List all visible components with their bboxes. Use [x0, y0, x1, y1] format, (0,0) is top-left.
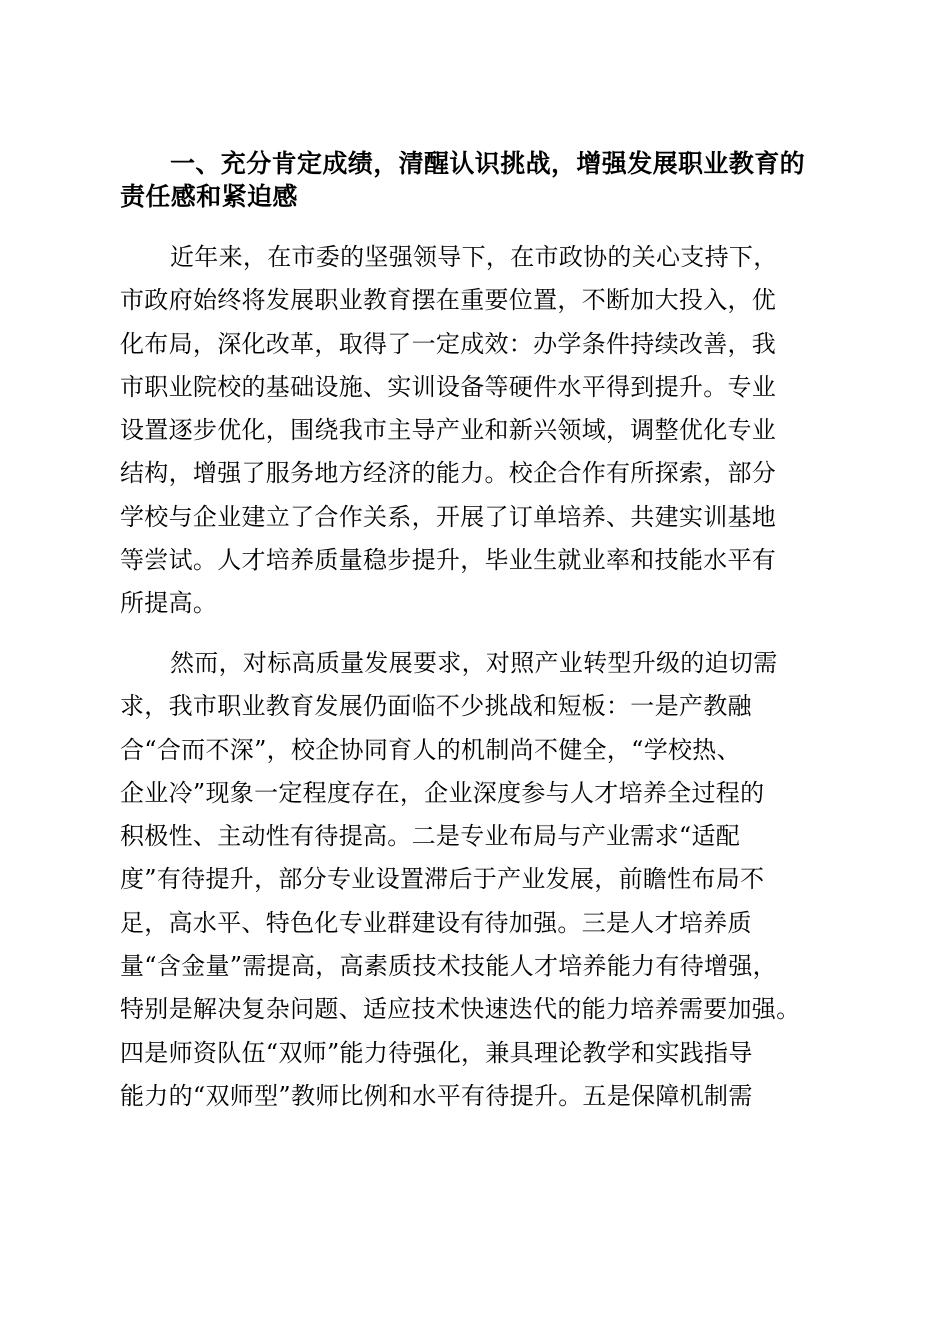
paragraph-line: 积极性、主动性有待提高。二是专业布局与产业需求“适配: [120, 822, 741, 851]
paragraph-line: 设置逐步优化，围绕我市主导产业和新兴领域，调整优化专业: [120, 416, 777, 445]
paragraph-line: 度”有待提升，部分专业设置滞后于产业发展，前瞻性布局不: [120, 865, 765, 894]
paragraph-line: 等尝试。人才培养质量稳步提升，毕业生就业率和技能水平有: [120, 546, 777, 575]
paragraph-line: 近年来，在市委的坚强领导下，在市政协的关心支持下，: [170, 243, 778, 271]
paragraph-line: 求，我市职业教育发展仍面临不少挑战和短板：一是产教融: [120, 692, 752, 721]
paragraph-line: 结构，增强了服务地方经济的能力。校企合作有所探索，部分: [120, 459, 777, 488]
paragraph-line: 市政府始终将发展职业教育摆在重要位置，不断加大投入，优: [120, 286, 777, 315]
paragraph-line: 足，高水平、特色化专业群建设有待加强。三是人才培养质: [120, 908, 752, 937]
paragraph-line: 企业冷”现象一定程度存在，企业深度参与人才培养全过程的: [120, 778, 765, 807]
paragraph-line: 然而，对标高质量发展要求，对照产业转型升级的迫切需: [170, 649, 778, 677]
heading-line: 一、充分肯定成绩，清醒认识挑战，增强发展职业教育的: [170, 149, 806, 178]
paragraph-challenges: [120, 642, 840, 1118]
paragraph-line: 市职业院校的基础设施、实训设备等硬件水平得到提升。专业: [120, 372, 777, 401]
heading-line: 责任感和紧迫感: [120, 182, 298, 211]
paragraph-line: 学校与企业建立了合作关系，开展了订单培养、共建实训基地: [120, 502, 777, 531]
paragraph-line: 特别是解决复杂问题、适应技术快速迭代的能力培养需要加强。: [120, 995, 801, 1024]
section-heading: [120, 147, 840, 213]
paragraph-line: 能力的“双师型”教师比例和水平有待提升。五是保障机制需: [120, 1081, 753, 1110]
paragraph-line: 合“合而不深”，校企协同育人的机制尚不健全，“学校热、: [120, 735, 741, 764]
paragraph-line: 化布局，深化改革，取得了一定成效：办学条件持续改善，我: [120, 329, 777, 358]
paragraph-achievements: [120, 236, 840, 626]
paragraph-line: 四是师资队伍“双师”能力待强化，兼具理论教学和实践指导: [120, 1038, 753, 1067]
paragraph-line: 所提高。: [120, 589, 218, 618]
paragraph-line: 量“含金量”需提高，高素质技术技能人才培养能力有待增强，: [120, 952, 777, 981]
